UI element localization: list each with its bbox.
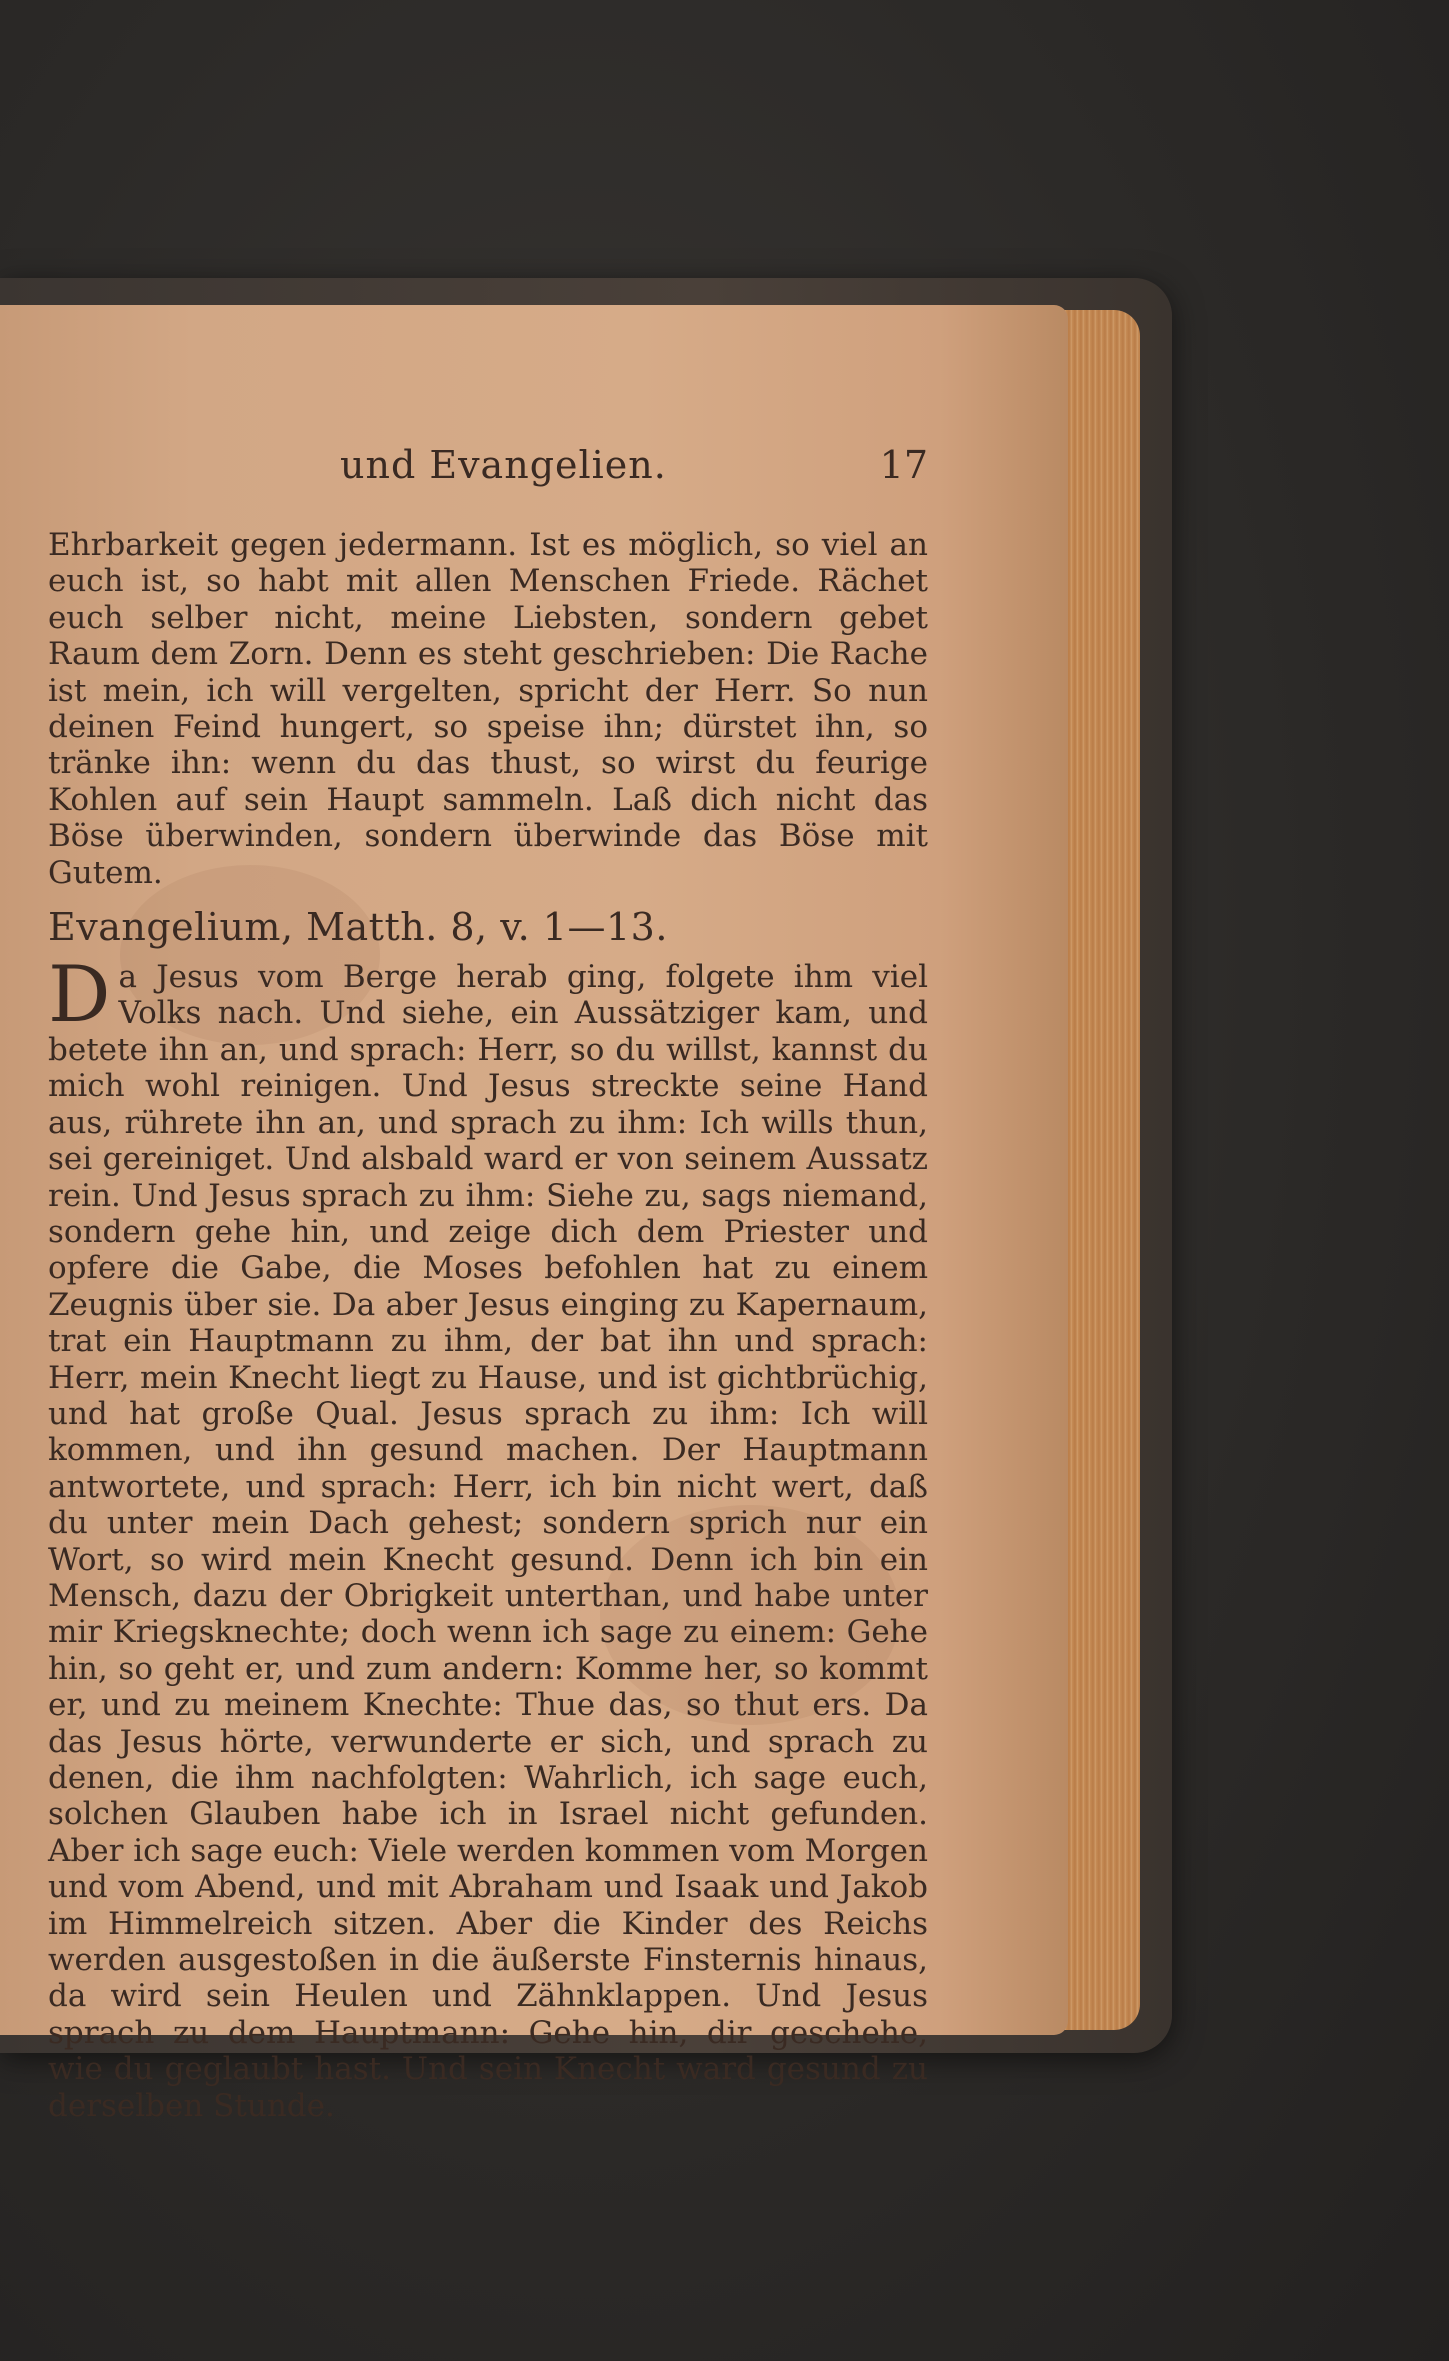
gospel-paragraph xyxy=(48,950,928,2124)
gospel-heading: Evangelium, Matth. 8, v. 1—13. xyxy=(48,905,668,950)
drop-cap: D xyxy=(48,950,111,1041)
epistle-tail-paragraph: Ehrbarkeit gegen jedermann. Ist es möglich, so viel an euch ist, so habt mit allen Menschen Friede. Rächet euch selber nicht, meine Liebsten, sondern gebet Raum dem Zorn. Denn es steht geschrieben: Die Rache ist mein, ich will vergelten, spricht der Herr. So nun deinen Feind hungert, so speise ihn; dürstet ihn, so tränke ihn: wenn du das thust, so wirst du feurige Kohlen auf sein Haupt sammeln. Laß dich nicht das Böse überwinden, sondern überwinde das Böse mit Gutem. xyxy=(48,527,928,891)
book-page xyxy=(0,305,1068,2124)
gospel-body: a Jesus vom Berge herab ging, folgete ihm viel Volks nach. Und siehe, ein Aussätziger kam, und betete ihn an, und sprach: Herr, so du willst, kannst du mich wohl reinigen. Und Jesus streckte seine Hand aus, rührete ihn an, und sprach zu ihm: Ich wills thun, sei gereiniget. Und alsbald ward er von seinem Aussatz rein. Und Jesus sprach zu ihm: Siehe zu, sags niemand, sondern gehe hin, und zeige dich dem Priester und opfere die Gabe, die Moses befohlen hat zu einem Zeugnis über sie. Da aber Jesus einging zu Kapernaum, trat ein Hauptmann zu ihm, der bat ihn und sprach: Herr, mein Knecht liegt zu Hause, und ist gichtbrüchig, und hat große Qual. Jesus sprach zu ihm: Ich will kommen, und ihn gesund machen. Der Hauptmann antwortete, und sprach: Herr, ich bin nicht wert, daß du unter mein Dach gehest; sondern sprich nur ein Wort, so wird mein Knecht gesund. Denn ich bin ein Mensch, dazu der Obrigkeit unterthan, und habe unter mir Kriegsknechte; doch wenn ich sage zu einem: Gehe hin, so geht er, und zum andern: Komme her, so kommt er, und zu meinem Knechte: Thue das, so thut ers. Da das Jesus hörte, verwunderte er sich, und sprach zu denen, die ihm nachfolgten: Wahrlich, ich sage euch, solchen Glauben habe ich in Israel nicht gefunden. Aber ich sage euch: Viele werden kommen vom Morgen und vom Abend, und mit Abraham und Isaak und Jakob im Himmelreich sitzen. Aber die Kinder des Reichs werden ausgestoßen in die äußerste Finsternis hinaus, da wird sein Heulen und Zähnklappen. Und Jesus sprach zu dem Hauptmann: Gehe hin, dir geschehe, wie du geglaubt hast. Und sein Knecht ward gesund zu derselben Stunde. xyxy=(48,959,928,2124)
page-number: 17 xyxy=(879,443,928,487)
page-text-block xyxy=(48,527,928,2124)
running-head: und Evangelien. xyxy=(340,443,667,487)
page-header xyxy=(0,443,928,503)
